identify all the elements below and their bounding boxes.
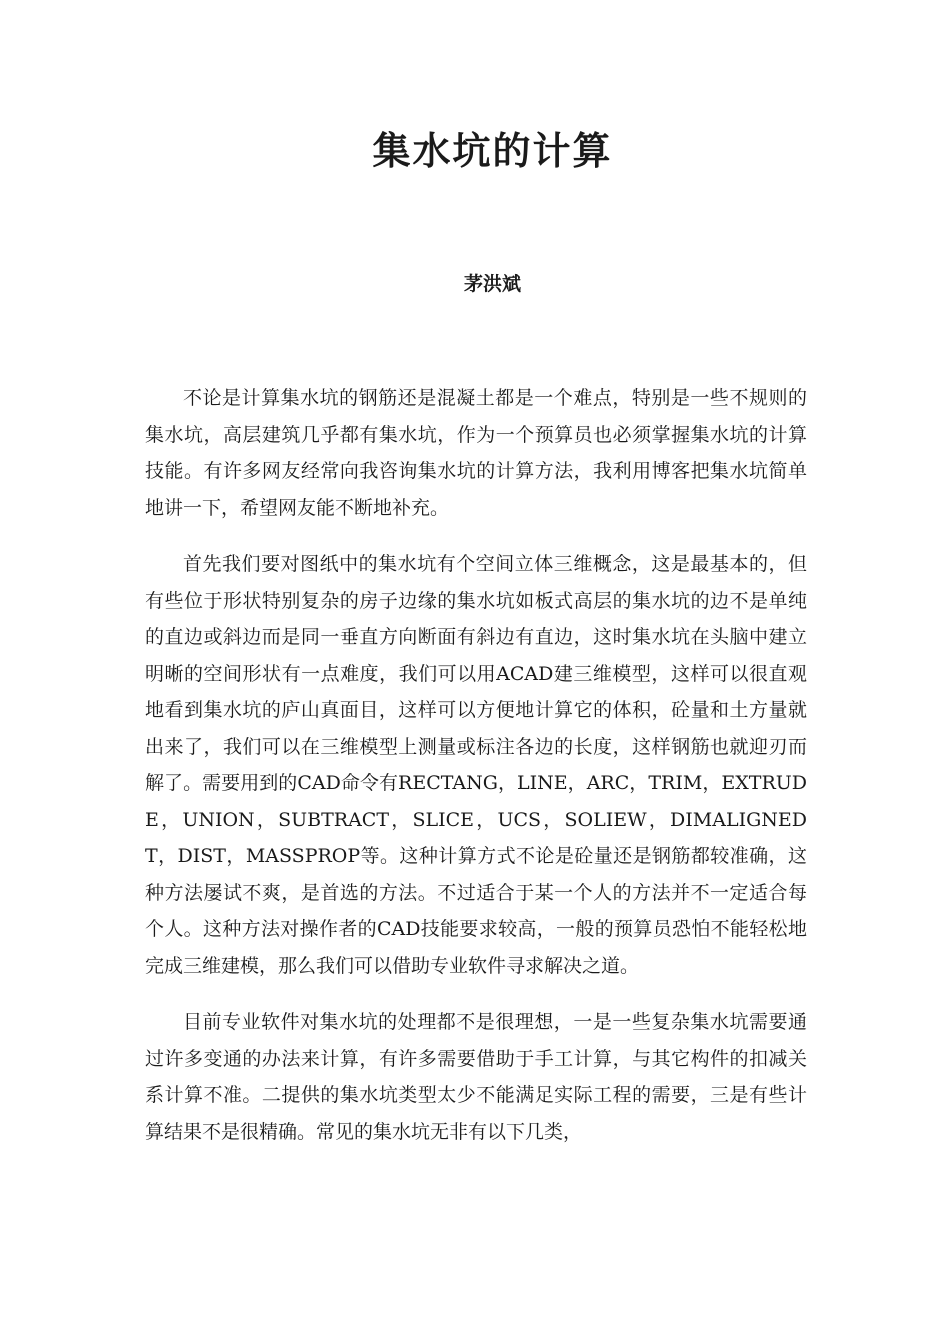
document-author: 茅洪斌 [463, 273, 521, 295]
body-paragraph-2: 首先我们要对图纸中的集水坑有个空间立体三维概念，这是最基本的，但有些位于形状特别复杂的房子边缘的集水坑如板式高层的集水坑的边不是单纯的直边或斜边而是同一垂直方向断面有斜边有直边，这时集水坑在头脑中建立明晰的空间形状有一点难度，我们可以用ACAD建三维模型，这样可以很直观地看到集水坑的庐山真面目，这样可以方便地计算它的体积，砼量和土方量就出来了，我们可以在三维模型上测量或标注各边的长度，这样钢筋也就迎刃而解了。需要用到的CAD命令有RECTANG，LINE，ARC，TRIM，EXTRUDE，UNION，SUBTRACT，SLICE，UCS，SOLIEW，DIMALIGNEDT，DIST，MASSPROP等。这种计算方式不论是砼量还是钢筋都较准确，这种方法屡试不爽，是首选的方法。不过适合于某一个人的方法并不一定适合每个人。这种方法对操作者的CAD技能要求较高，一般的预算员恐怕不能轻松地完成三维建模，那么我们可以借助专业软件寻求解决之道。 [145, 553, 807, 977]
document-body [145, 380, 807, 1170]
body-paragraph-3: 目前专业软件对集水坑的处理都不是很理想，一是一些复杂集水坑需要通过许多变通的办法来计算，有许多需要借助于手工计算，与其它构件的扣减关系计算不准。二提供的集水坑类型太少不能满足实际工程的需要，三是有些计算结果不是很精确。常见的集水坑无非有以下几类， [145, 1011, 807, 1143]
document-title: 集水坑的计算 [372, 128, 613, 173]
body-paragraph-1: 不论是计算集水坑的钢筋还是混凝土都是一个难点，特别是一些不规则的集水坑，高层建筑几乎都有集水坑，作为一个预算员也必须掌握集水坑的计算技能。有许多网友经常向我咨询集水坑的计算方法，我利用博客把集水坑简单地讲一下，希望网友能不断地补充。 [145, 387, 807, 519]
